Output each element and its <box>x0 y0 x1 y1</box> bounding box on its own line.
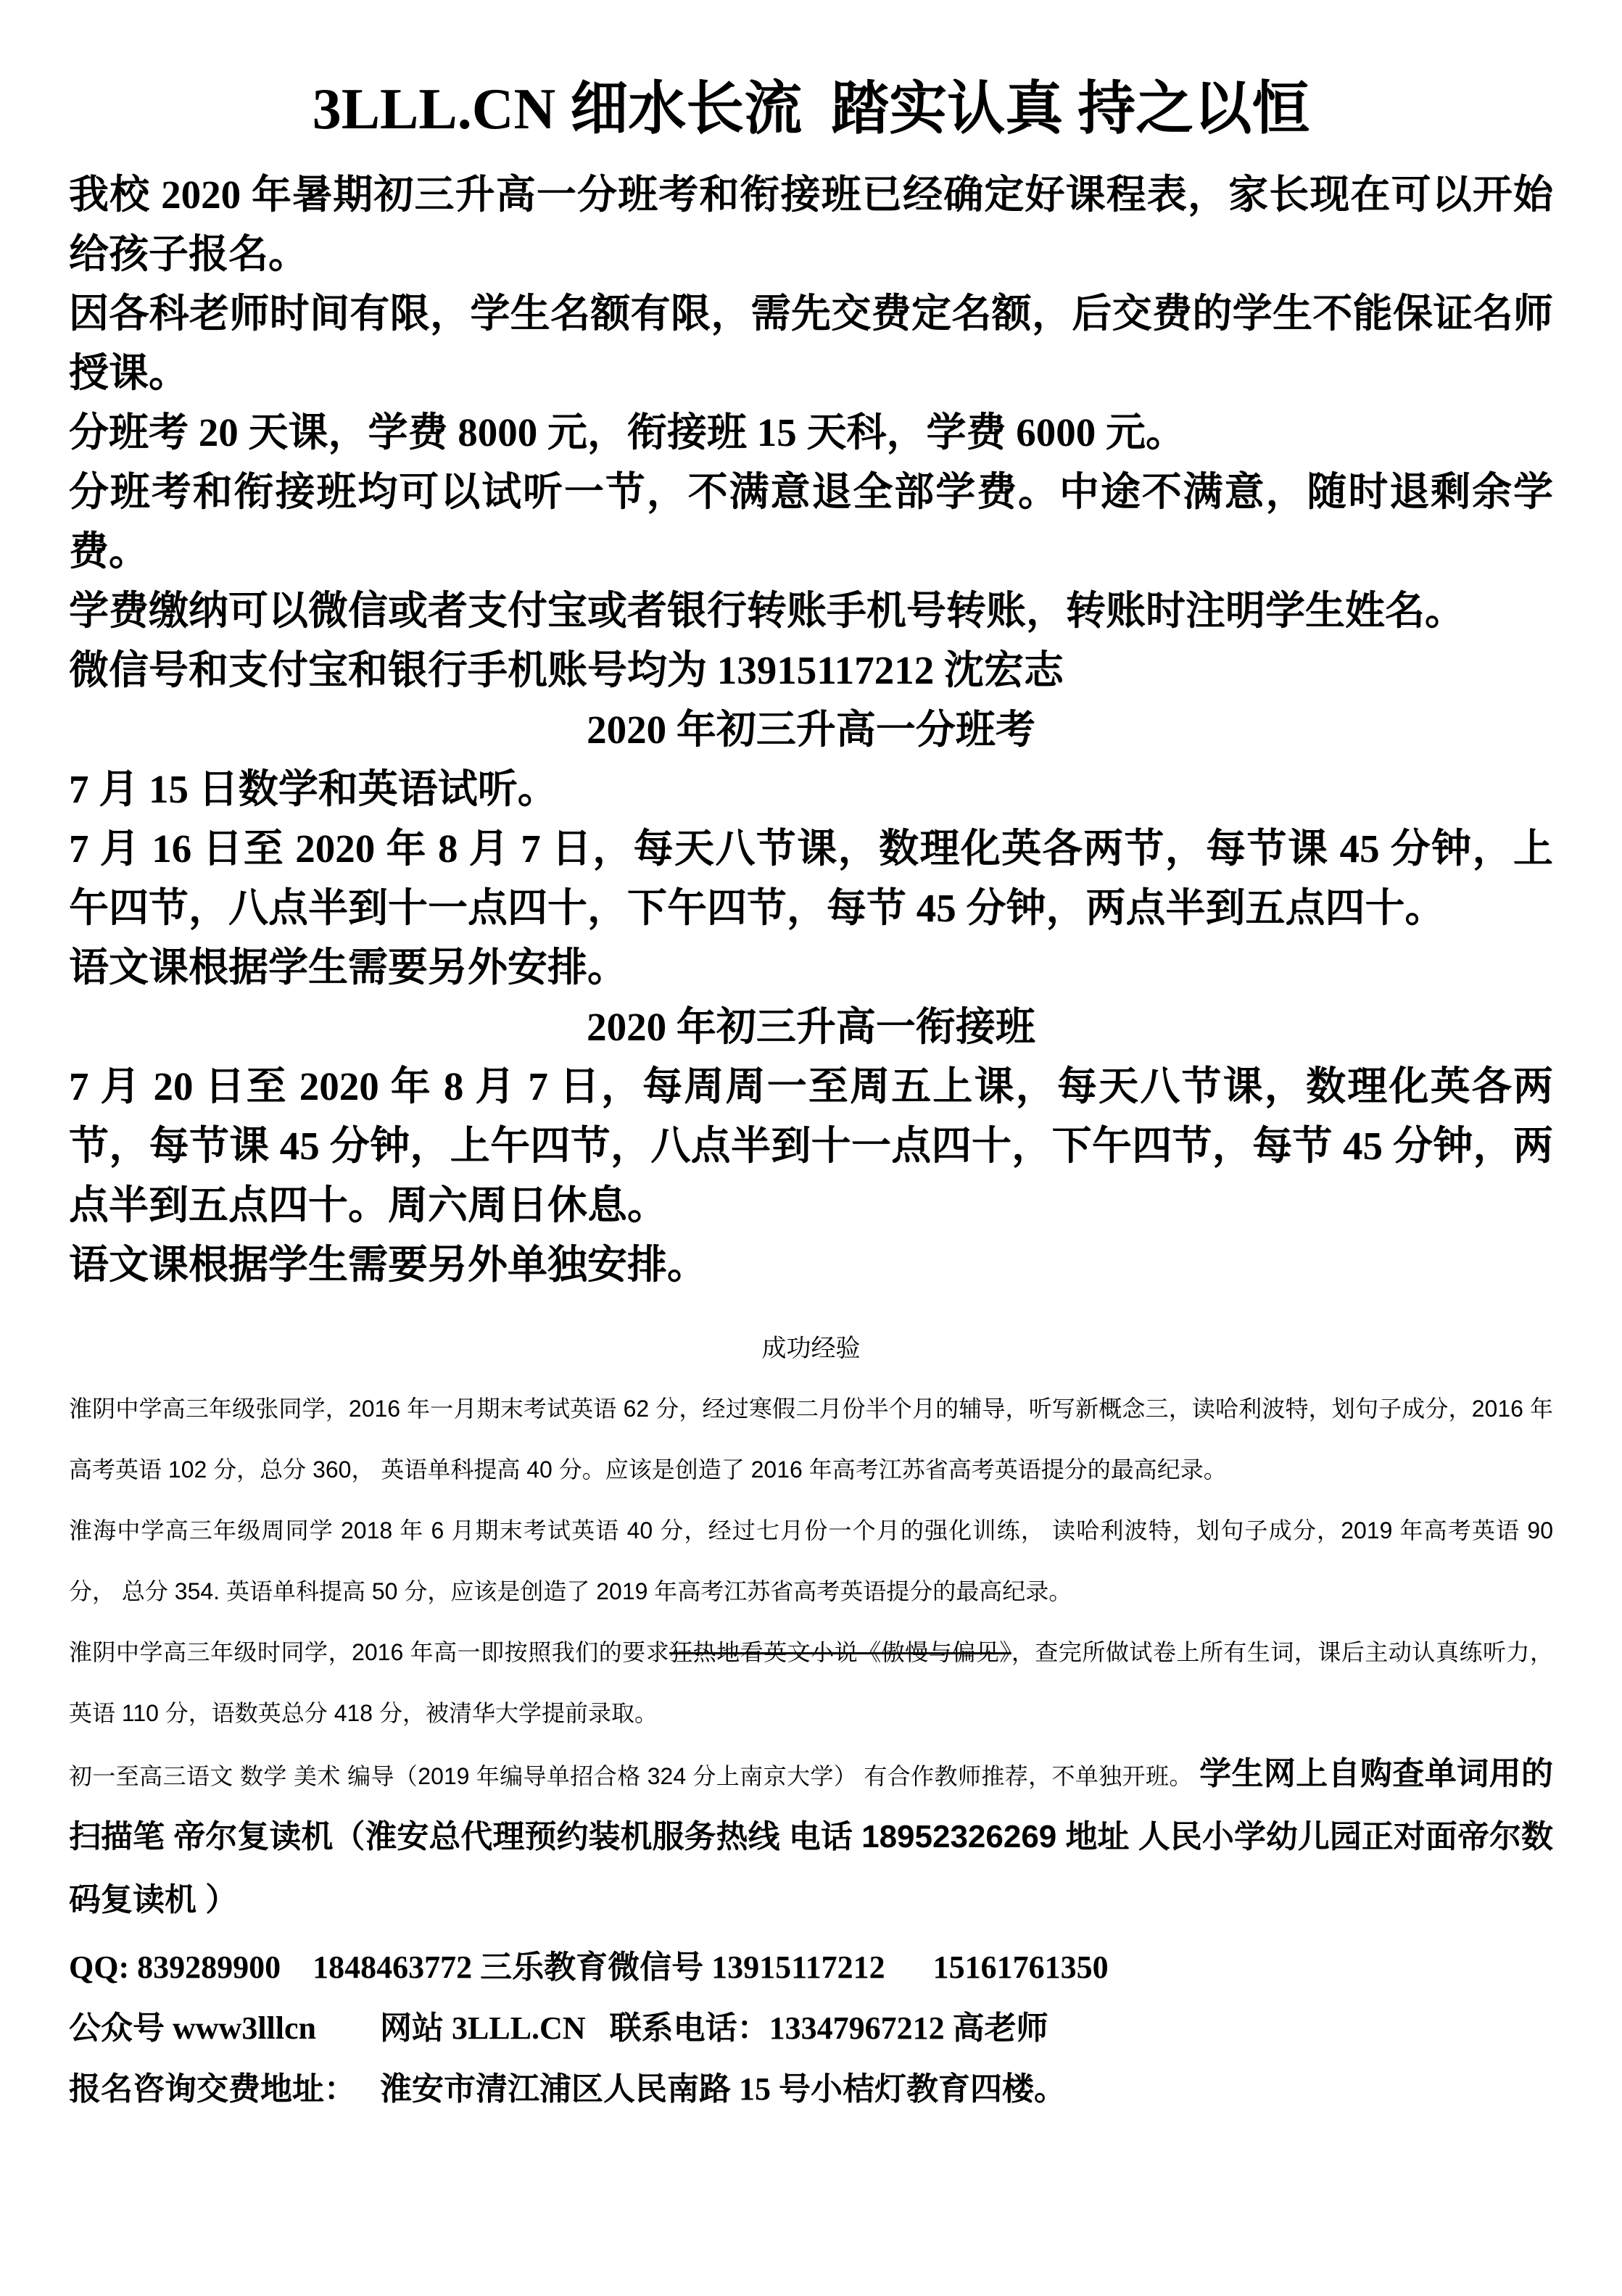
bridge-class-schedule-paragraph: 7 月 20 日至 2020 年 8 月 7 日，每周周一至周五上课，每天八节课，数理化英各两节，每节课 45 分钟，上午四节，八点半到十一点四十，下午四节，每节 45 分钟，两点半到五点四十。周六周日休息。 <box>69 1064 1553 1227</box>
success-story-3-suffix: ，查完所做试卷上所有生词，课后主动认真练听力，英语 110 分，语数英总分 418 分，被清华大学提前录取。 <box>69 1639 1553 1726</box>
section-heading-split-exam: 2020 年初三升高一分班考 <box>587 708 1035 752</box>
payment-paragraph: 学费缴纳可以微信或者支付宝或者银行转账手机号转账，转账时注明学生姓名。 <box>69 589 1465 633</box>
tuition-paragraph: 分班考 20 天课，学费 8000 元，衔接班 15 天科，学费 6000 元。 <box>69 410 1186 455</box>
scanner-pen-notice: 学生网上自购查单词用的扫描笔 帝尔复读机（淮安总代理预约装机服务热线 电话 18952326269 地址 人民小学幼儿园正对面帝尔数码复读机 ） <box>69 1756 1553 1918</box>
registration-address-line: 报名咨询交费地址： 淮安市清江浦区人民南路 15 号小桔灯教育四楼。 <box>69 2071 1066 2107</box>
payment-account-label: 微信号和支付宝和银行手机账号均为 <box>69 648 717 692</box>
section-heading-bridge-class: 2020 年初三升高一衔接班 <box>587 1005 1035 1049</box>
website-phone-line: 公众号 www3lllcn 网站 3LLL.CN 联系电话：13347967212 高老师 <box>69 2010 1048 2046</box>
success-story-3-strikethrough: 狂热地看英文小说《傲慢与偏见》 <box>669 1639 1011 1665</box>
success-story-3-prefix: 淮阴中学高三年级时同学，2016 年高一即按照我们的要求 <box>69 1639 670 1665</box>
success-story-2: 淮海中学高三年级周同学 2018 年 6 月期末考试英语 40 分，经过七月份一个月的强化训练， 读哈利波特，划句子成分，2019 年高考英语 90 分， 总分 354. 英语单科提高 50 分，应该是创造了 2019 年高考江苏省高考英语提分的最高纪录。 <box>69 1517 1553 1604</box>
other-courses-paragraph <box>69 1744 1553 1933</box>
bridge-class-chinese-note: 语文课根据学生需要另外单独安排。 <box>69 1243 708 1287</box>
contact-section <box>69 1937 1553 2120</box>
refund-paragraph: 分班考和衔接班均可以试听一节，不满意退全部学费。中途不满意，随时退剩余学费。 <box>69 470 1553 573</box>
split-exam-chinese-note: 语文课根据学生需要另外安排。 <box>69 945 628 990</box>
split-exam-schedule-paragraph: 7 月 16 日至 2020 年 8 月 7 日，每天八节课，数理化英各两节，每节课 45 分钟，上午四节，八点半到十一点四十，下午四节，每节 45 分钟，两点半到五点四十。 <box>69 826 1553 930</box>
intro-paragraph-1: 我校 2020 年暑期初三升高一分班考和衔接班已经确定好课程表，家长现在可以开始给孩子报名。 <box>69 173 1553 276</box>
page-title: 3LLL.CN 细水长流 踏实认真 持之以恒 <box>312 78 1310 141</box>
qq-wechat-line: QQ: 839289900 1848463772 三乐教育微信号 13915117212 15161761350 <box>69 1949 1109 1985</box>
success-story-3 <box>69 1622 1553 1744</box>
payment-account-number: 13915117212 沈宏志 <box>716 648 1064 692</box>
success-story-1: 淮阴中学高三年级张同学，2016 年一月期末考试英语 62 分，经过寒假二月份半个月的辅导，听写新概念三，读哈利波特，划句子成分，2016 年高考英语 102 分，总分 360， 英语单科提高 40 分。应该是创造了 2016 年高考江苏省高考英语提分的最高纪录。 <box>69 1396 1553 1483</box>
payment-account-paragraph <box>69 641 1553 700</box>
other-courses-text: 初一至高三语文 数学 美术 编导（2019 年编导单招合格 324 分上南京大学） 有合作教师推荐，不单独开班。 <box>69 1763 1200 1789</box>
split-exam-trial-paragraph: 7 月 15 日数学和英语试听。 <box>69 767 558 811</box>
success-section-heading: 成功经验 <box>761 1335 861 1362</box>
intro-paragraph-2: 因各科老师时间有限，学生名额有限，需先交费定名额，后交费的学生不能保证名师授课。 <box>69 291 1553 395</box>
